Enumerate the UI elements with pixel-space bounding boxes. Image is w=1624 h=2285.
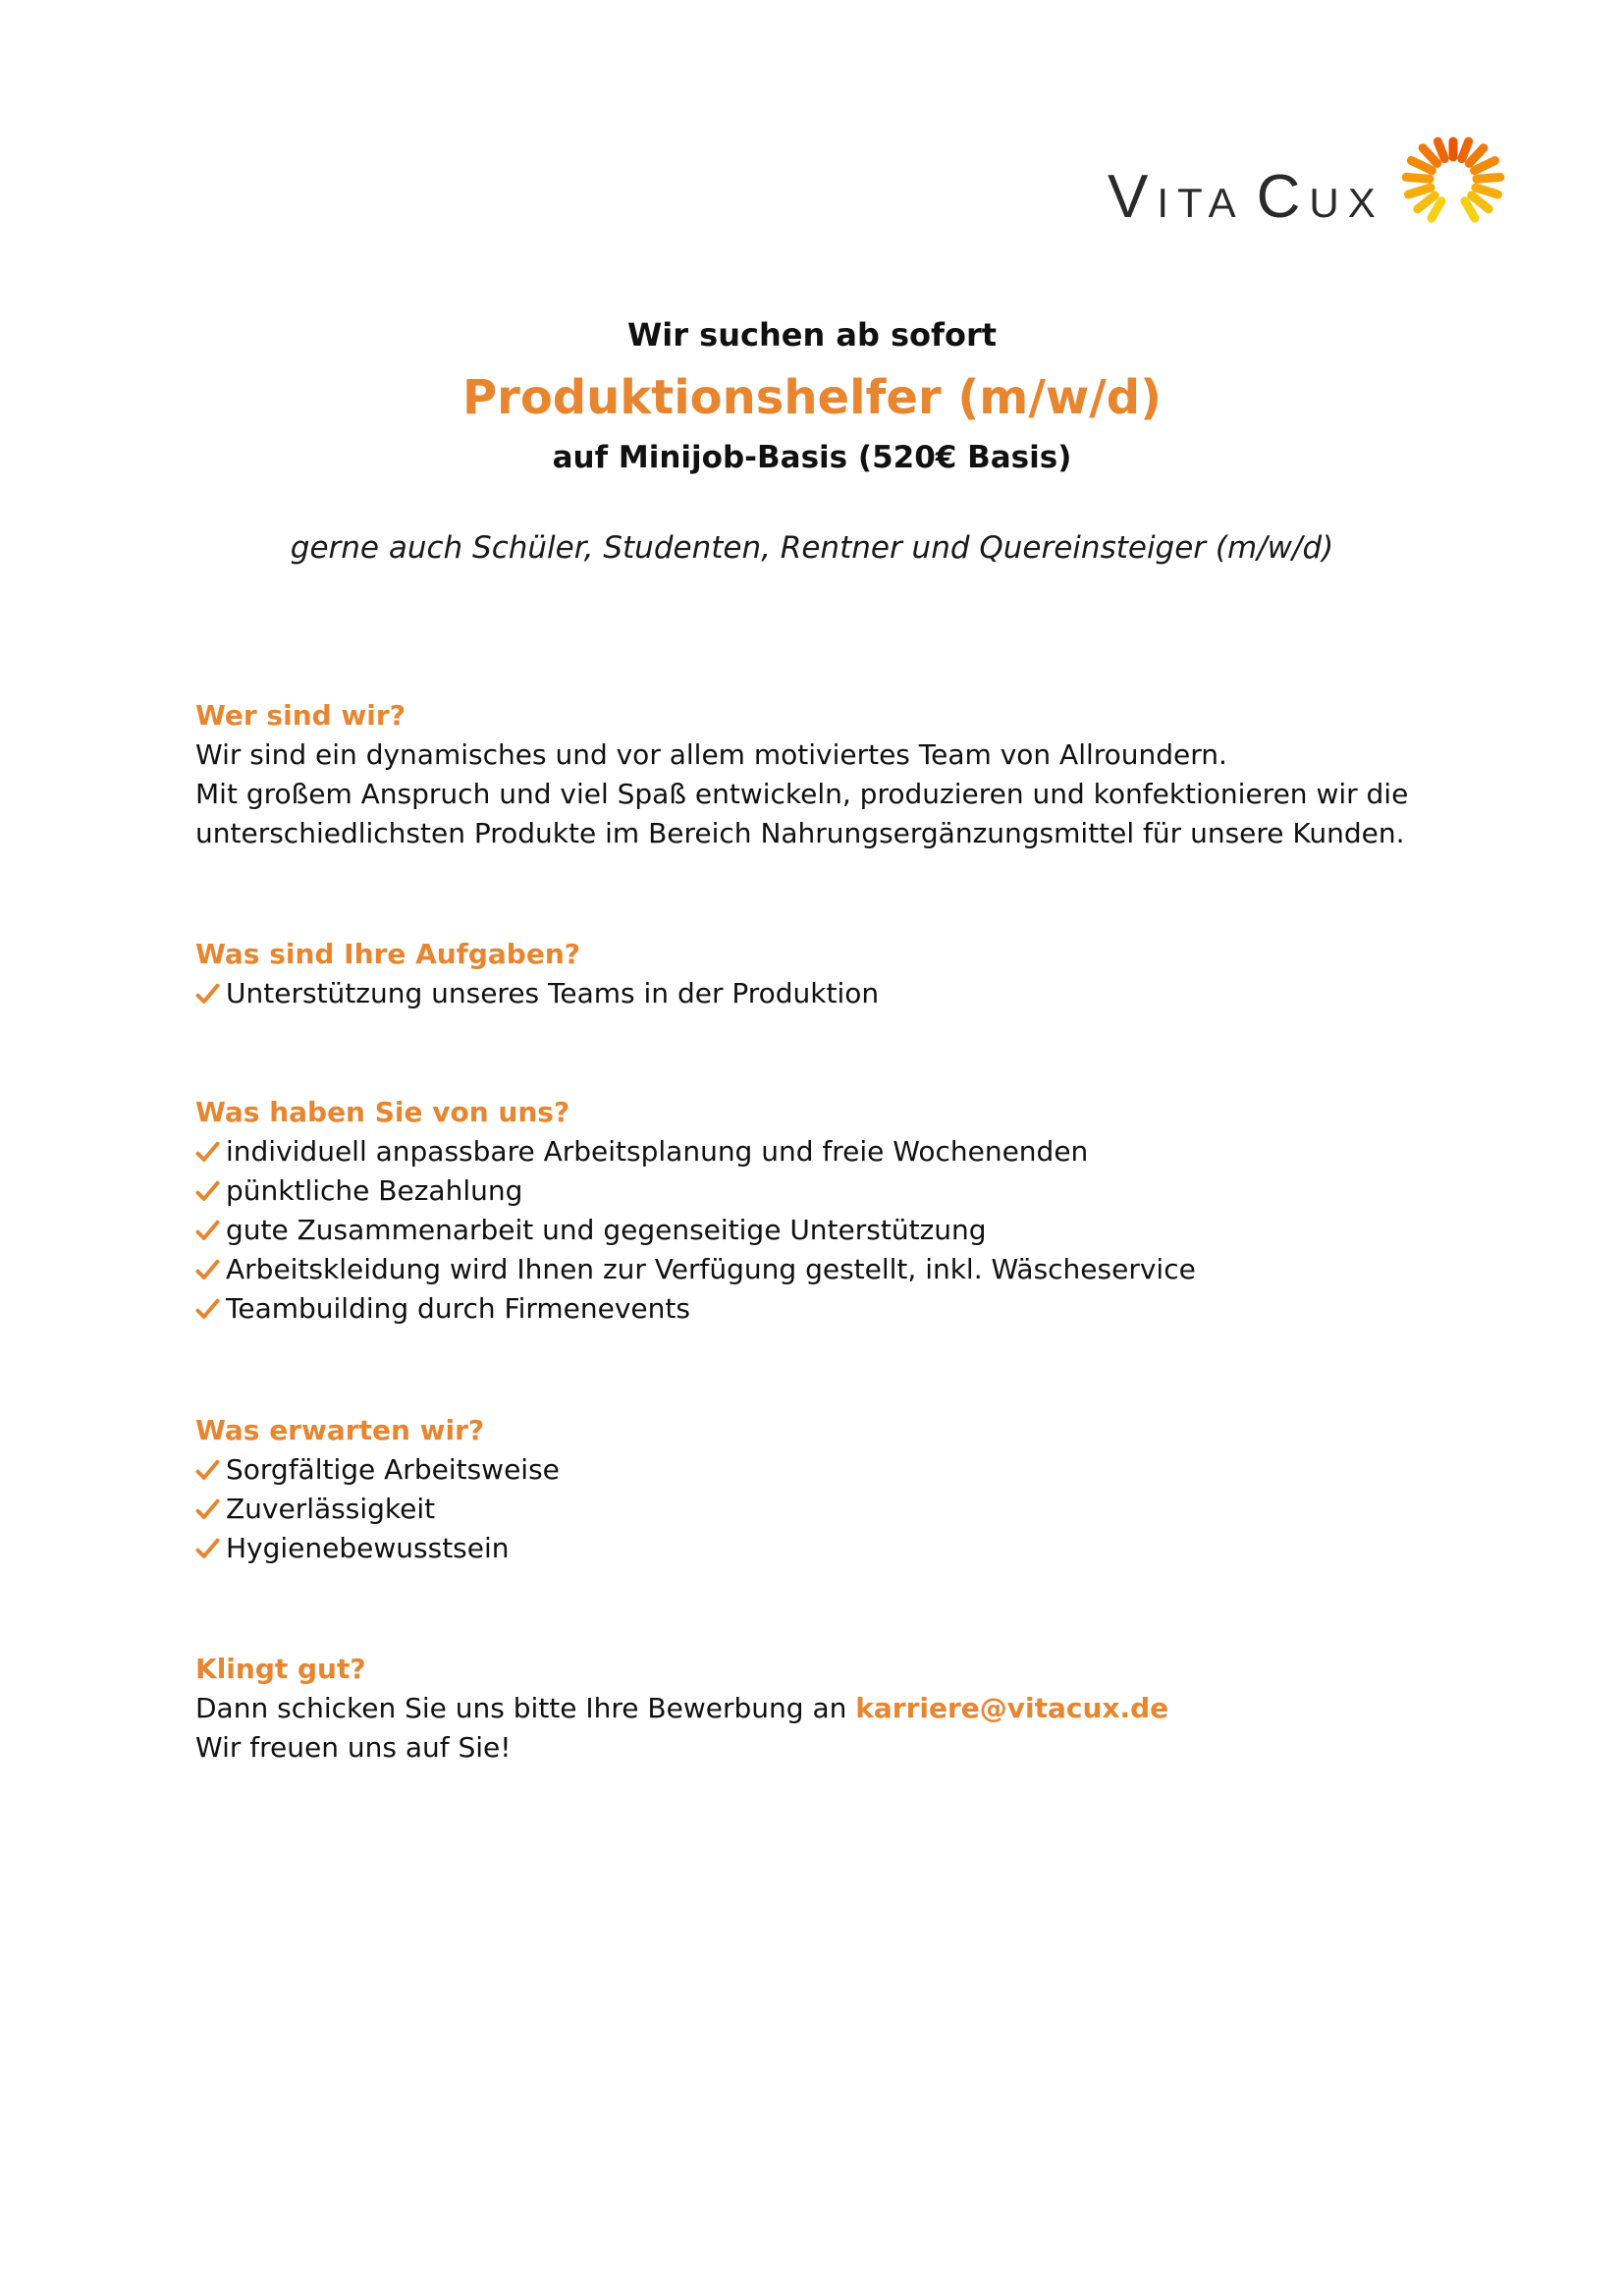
checkmark-icon (195, 1497, 220, 1522)
sun-ray (1462, 141, 1469, 159)
sun-ray (1406, 177, 1430, 179)
checkmark-icon (195, 1179, 220, 1204)
sun-ray (1465, 201, 1475, 218)
closing-line: Wir freuen uns auf Sie! (195, 1731, 512, 1764)
target-groups: gerne auch Schüler, Studenten, Rentner und Quereinsteiger (m/w/d) (290, 530, 1334, 566)
benefits-section (195, 1093, 1472, 1329)
sun-ray (1408, 188, 1431, 194)
logo-wordmark: VITA CUX (1108, 163, 1384, 231)
sun-ray (1437, 141, 1444, 159)
list-item: Sorgfältige Arbeitsweise (195, 1450, 1472, 1490)
sun-ray (1411, 161, 1432, 171)
sun-ray (1469, 148, 1484, 164)
contact-heading: Klingt gut? (195, 1653, 366, 1685)
checkmark-icon (195, 1258, 220, 1282)
vitacux-logo (1108, 122, 1520, 240)
expectations-section (195, 1411, 1472, 1568)
list-item: Unterstützung unseres Teams in der Produktion (195, 974, 1472, 1013)
checkmark-icon (195, 1458, 220, 1483)
about-line: unterschiedlichsten Produkte im Bereich Nahrungsergänzungsmittel für unsere Kunden. (195, 817, 1405, 849)
expectations-list (195, 1450, 1472, 1568)
sun-ray (1476, 188, 1498, 194)
about-heading: Wer sind wir? (195, 699, 406, 732)
list-item: Arbeitskleidung wird Ihnen zur Verfügung gestellt, inkl. Wäscheservice (195, 1250, 1472, 1289)
email-link[interactable]: karriere@vitacux.de (855, 1692, 1169, 1724)
checkmark-icon (195, 1297, 220, 1322)
about-section (195, 696, 1472, 853)
list-item: Hygienebewusstsein (195, 1529, 1472, 1568)
tasks-heading: Was sind Ihre Aufgaben? (195, 938, 581, 970)
sun-ray (1475, 161, 1495, 171)
sun-ray (1477, 177, 1500, 179)
list-item: gute Zusammenarbeit und gegenseitige Unterstützung (195, 1211, 1472, 1250)
job-basis: auf Minijob-Basis (520€ Basis) (552, 440, 1072, 475)
job-title: Produktionshelfer (m/w/d) (461, 370, 1163, 425)
expectations-heading: Was erwarten wir? (195, 1414, 485, 1446)
sun-ray (1472, 195, 1489, 209)
list-item: Zuverlässigkeit (195, 1490, 1472, 1529)
checkmark-icon (195, 982, 220, 1006)
sun-ray (1423, 148, 1437, 164)
sun-ray (1432, 201, 1441, 218)
checkmark-icon (195, 1219, 220, 1243)
checkmark-icon (195, 1140, 220, 1165)
sun-ray (1418, 195, 1435, 209)
checkmark-icon (195, 1537, 220, 1561)
sun-rays-icon (1392, 122, 1520, 240)
header-subtitle: Wir suchen ab sofort (626, 316, 998, 354)
tasks-section (195, 935, 1472, 1013)
about-line: Wir sind ein dynamisches und vor allem motiviertes Team von Allroundern. (195, 738, 1227, 771)
contact-line: Dann schicken Sie uns bitte Ihre Bewerbung an karriere@vitacux.de (195, 1692, 1169, 1724)
tasks-list (195, 974, 1472, 1013)
list-item: pünktliche Bezahlung (195, 1171, 1472, 1211)
list-item: individuell anpassbare Arbeitsplanung und freie Wochenenden (195, 1132, 1472, 1171)
benefits-list (195, 1132, 1472, 1329)
about-line: Mit großem Anspruch und viel Spaß entwickeln, produzieren und konfektionieren wir die (195, 778, 1409, 810)
benefits-heading: Was haben Sie von uns? (195, 1096, 570, 1128)
contact-section (195, 1650, 1472, 1768)
list-item: Teambuilding durch Firmenevents (195, 1289, 1472, 1329)
